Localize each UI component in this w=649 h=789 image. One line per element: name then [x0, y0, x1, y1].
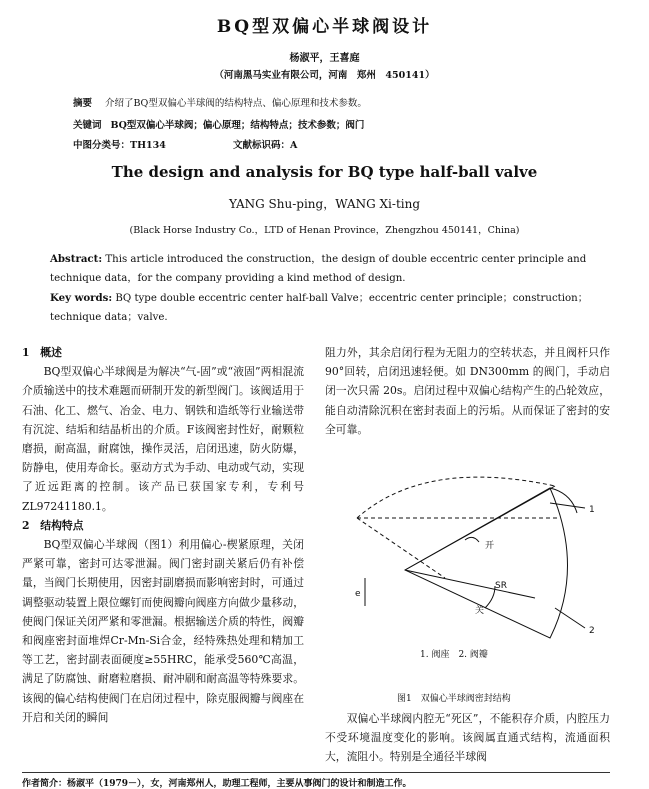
- open-arrow-arc: [465, 537, 479, 542]
- en-abstract: [50, 250, 590, 288]
- cn-keywords: [73, 117, 364, 131]
- cn-affiliation: （河南黑马实业有限公司，河南 郑州 450141）: [214, 70, 435, 81]
- right-bottom-text: 双偏心半球阀内腔无“死区”，不能积存介质，内腔压力不受环境温度变化的影响。该阀属直通式结构，流通面积大，流阻小。特别是全通径半球阀: [325, 712, 610, 764]
- cn-keywords-label: 关键词: [73, 120, 102, 131]
- cn-abstract: [73, 95, 367, 109]
- figure-label-2: 2: [589, 626, 595, 636]
- leader-2: [555, 608, 585, 628]
- right-column-top: [325, 343, 610, 439]
- figure-label-1: 1: [589, 505, 595, 515]
- figure-caption: 图1 双偏心半球阀密封结构: [397, 694, 511, 704]
- dashed-chord: [357, 518, 445, 578]
- figure-label-sr: SR: [495, 581, 507, 591]
- cn-keywords-text: BQ型双偏心半球阀；偏心原理；结构特点；技术参数；阀门: [110, 120, 365, 131]
- footnote-divider: [22, 772, 610, 773]
- valve-figure: [345, 458, 600, 648]
- disc-upper-edge: [405, 486, 555, 570]
- seat-top-outline: [550, 488, 577, 513]
- left-column: [22, 343, 304, 727]
- cn-abstract-text: 介绍了BQ型双偏心半球阀的结构特点、偏心原理和技术参数。: [105, 98, 367, 109]
- open-arc-dashed: [357, 477, 555, 518]
- cn-authors: 杨淑平，王喜庭: [289, 53, 360, 64]
- figure-label-open: 开: [485, 541, 495, 551]
- valve-disc: [405, 488, 568, 638]
- en-abstract-text: This article introduced the construction，the design of double eccentric center principle and technique data，for the company providing a kind method of design.: [50, 254, 587, 284]
- right-column-bottom: [325, 709, 610, 767]
- radius-sr-line: [405, 570, 535, 598]
- cn-class-label: 中图分类号：: [73, 140, 131, 151]
- cn-title: BQ型双偏心半球阀设计: [216, 17, 433, 37]
- cn-class-value: TH134: [130, 140, 166, 151]
- section-1-text: BQ型双偏心半球阀是为解决“气-固”或“液固”两相混流介质输送中的技术难题而研制开发的新型阀门。该阀适用于石油、化工、燃气、冶金、电力、钢铁和造纸等行业输送带有沉淀、结垢和结晶析出的介质。F该阀密封性好，耐颗粒磨损，耐高温，耐腐蚀，操作灵活，启闭迅速，防火防爆，防静电，使用寿命长。驱动方式为手动、电动或气动，实现了近远距离的控制。该产品已获国家专利，专利号 ZL97241180.1。: [22, 365, 304, 513]
- section-2-text: BQ型双偏心半球阀（图1）利用偏心-楔紧原理，关闭严紧可靠，密封可达零泄漏。阀门密封副关紧后仍有补偿量，当阀门长期使用，因密封副磨损而影响密封时，可通过调整驱动装置上限位螺钉而使阀瓣向阀座方向做少量移动，使阀门保证关闭严紧和零泄漏。根据输送介质的特性，阀瓣和阀座密封面堆焊Cr-Mn-Si合金，经特殊热处理和精加工等工艺，密封副表面硬度≥55HRC，能承受560℃高温，满足了防腐蚀、耐磨粒磨损、耐冲刷和耐高温等特殊要求。该阀的偏心结构使阀门在启闭过程中，除克服阀瓣与阀座在开启和关闭的瞬间: [22, 538, 304, 724]
- cn-classification: [73, 137, 297, 151]
- en-keywords: [50, 289, 590, 327]
- en-abstract-label: Abstract:: [50, 253, 103, 265]
- en-affiliation: (Black Horse Industry Co.，LTD of Henan Province，Zhengzhou 450141，China): [129, 225, 520, 236]
- figure-parts-legend: 1. 阀座 2. 阀瓣: [420, 650, 488, 660]
- en-keywords-text: BQ type double eccentric center half-ball Valve；eccentric center principle；construction；technique data；valve.: [50, 293, 588, 323]
- author-footnote: 作者简介：杨淑平（1979－），女，河南郑州人，助理工程师，主要从事阀门的设计和制造工作。: [22, 779, 412, 789]
- section-1-title: 1 概述: [22, 346, 62, 359]
- figure-label-close: 关: [475, 606, 485, 616]
- cn-doc-value: A: [289, 140, 298, 151]
- en-keywords-label: Key words:: [50, 292, 113, 304]
- en-authors: YANG Shu-ping，WANG Xi-ting: [228, 197, 421, 211]
- section-2-title: 2 结构特点: [22, 518, 84, 532]
- leader-1: [550, 503, 585, 508]
- cn-doc-label: 文献标识码：: [232, 140, 290, 151]
- figure-label-e: e: [355, 589, 361, 599]
- right-column-text: 阻力外，其余启闭行程为无阻力的空转状态，并且阀杆只作90°回转，启闭迅速轻便。如 DN300mm 的阀门，手动启闭一次只需 20s。启闭过程中双偏心结构产生的凸轮效应，能自动清除沉积在密封表面上的污垢。从而保证了密封的安全可靠。: [325, 346, 610, 436]
- cn-abstract-label: 摘要: [73, 98, 93, 109]
- en-title: The design and analysis for BQ type half-ball valve: [111, 163, 538, 181]
